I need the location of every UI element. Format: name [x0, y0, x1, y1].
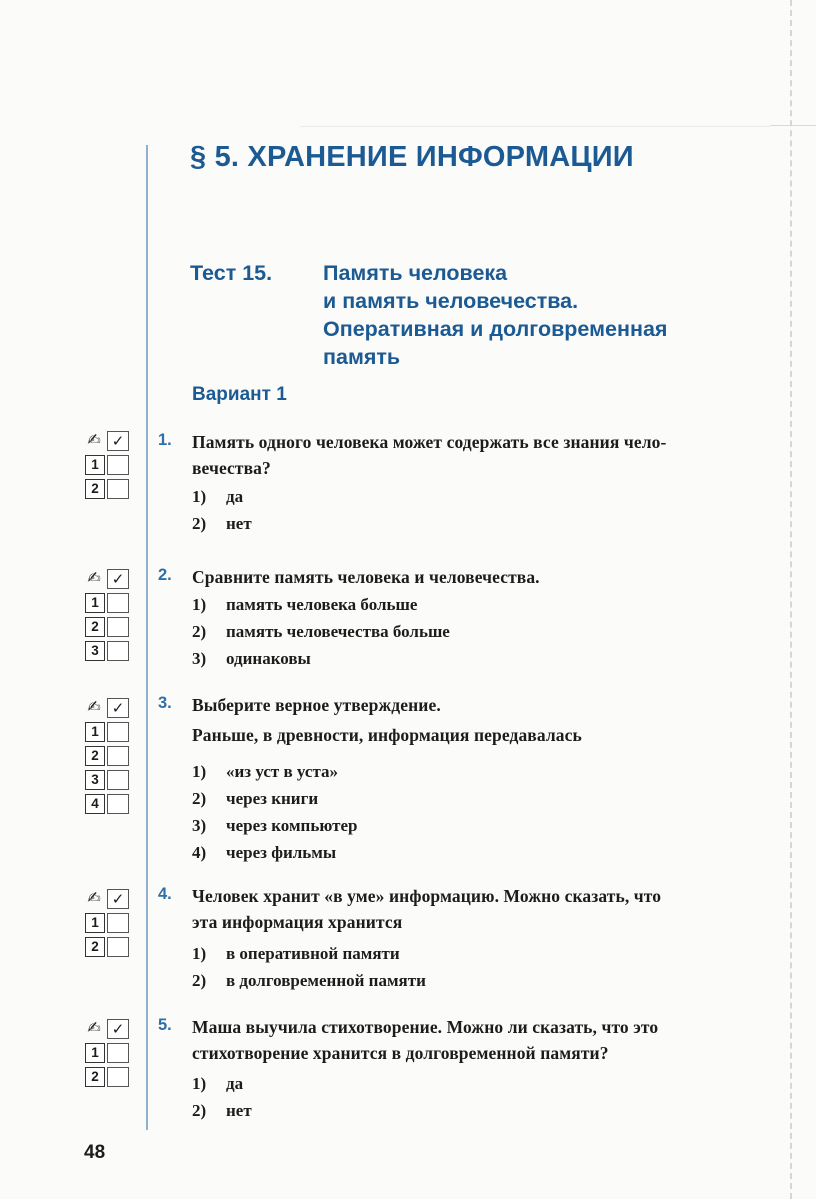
check-icon[interactable]: ✓ [107, 1019, 129, 1039]
option-number: 2) [192, 622, 207, 641]
answer-number: 1 [85, 593, 105, 613]
option[interactable] [192, 483, 752, 510]
option-number: 3) [192, 649, 207, 668]
option[interactable] [192, 1070, 752, 1097]
question-number: 3. [158, 694, 172, 712]
option-text: через фильмы [226, 843, 337, 862]
option-text: «из уст в уста» [226, 762, 339, 781]
question-line: стихотворение хранится в долговременной памяти? [192, 1043, 609, 1063]
answer-box[interactable] [107, 937, 129, 957]
options-list [192, 483, 752, 537]
question-text [192, 692, 782, 748]
answer-number: 3 [85, 770, 105, 790]
pen-icon: ✍ [87, 430, 101, 449]
option-text: через книги [226, 789, 319, 808]
answer-box[interactable] [107, 794, 129, 814]
answer-marks [83, 567, 133, 663]
option-number: 1) [192, 487, 207, 506]
question-number: 4. [158, 885, 172, 903]
option[interactable] [192, 812, 752, 839]
option-text: нет [226, 1101, 252, 1120]
answer-number: 2 [85, 479, 105, 499]
answer-box[interactable] [107, 617, 129, 637]
option-number: 1) [192, 1074, 207, 1093]
test-title-line: и память человечества. [323, 289, 579, 313]
check-icon[interactable]: ✓ [107, 431, 129, 451]
answer-number: 3 [85, 641, 105, 661]
option-text: да [226, 487, 244, 506]
answer-box[interactable] [107, 479, 129, 499]
answer-number: 2 [85, 937, 105, 957]
option-number: 4) [192, 843, 207, 862]
options-list [192, 940, 752, 994]
question-text [192, 564, 782, 590]
question-line: Раньше, в древности, информация передавалась [192, 725, 582, 745]
answer-number: 1 [85, 722, 105, 742]
option[interactable] [192, 645, 752, 672]
answer-box[interactable] [107, 913, 129, 933]
answer-number: 2 [85, 617, 105, 637]
option[interactable] [192, 591, 752, 618]
question-number: 5. [158, 1016, 172, 1034]
option[interactable] [192, 839, 752, 866]
option[interactable] [192, 618, 752, 645]
option-number: 3) [192, 816, 207, 835]
option[interactable] [192, 940, 752, 967]
option-text: одинаковы [226, 649, 311, 668]
question-line: вечества? [192, 458, 271, 478]
option[interactable] [192, 510, 752, 537]
option-number: 1) [192, 762, 207, 781]
question-number: 1. [158, 431, 172, 449]
answer-number: 2 [85, 1067, 105, 1087]
page-number: 48 [84, 1142, 106, 1163]
variant-heading: Вариант 1 [192, 384, 287, 405]
option-number: 1) [192, 595, 207, 614]
answer-marks [83, 429, 133, 501]
answer-box[interactable] [107, 770, 129, 790]
question-line: Человек хранит «в уме» информацию. Можно сказать, что [192, 886, 662, 906]
options-list [192, 758, 752, 866]
question-text [192, 883, 782, 935]
section-title: § 5. ХРАНЕНИЕ ИНФОРМАЦИИ [190, 141, 634, 173]
page-fold-edge [790, 0, 792, 1199]
question-number: 2. [158, 566, 172, 584]
option-number: 2) [192, 971, 207, 990]
answer-box[interactable] [107, 455, 129, 475]
bleed-through-rule-top [300, 126, 770, 127]
answer-box[interactable] [107, 1067, 129, 1087]
answer-box[interactable] [107, 1043, 129, 1063]
option-text: нет [226, 514, 252, 533]
question-line: Сравните память человека и человечества. [192, 567, 540, 587]
question-text [192, 1014, 782, 1066]
answer-marks [83, 887, 133, 959]
option[interactable] [192, 967, 752, 994]
answer-number: 1 [85, 455, 105, 475]
option-text: память человека больше [226, 595, 418, 614]
test-label: Тест 15. [190, 261, 273, 285]
test-title-line: Оперативная и долговременная [323, 317, 668, 341]
pen-icon: ✍ [87, 888, 101, 907]
answer-marks [83, 1017, 133, 1089]
option-text: да [226, 1074, 244, 1093]
option[interactable] [192, 758, 752, 785]
option-number: 1) [192, 944, 207, 963]
check-icon[interactable]: ✓ [107, 698, 129, 718]
question-line: Выберите верное утверждение. [192, 695, 441, 715]
question-line: эта информация хранится [192, 912, 403, 932]
pen-icon: ✍ [87, 697, 101, 716]
question-line: Память одного человека может содержать все знания чело- [192, 432, 667, 452]
test-title [323, 259, 793, 371]
test-title-line: память [323, 345, 401, 369]
option-number: 2) [192, 1101, 207, 1120]
pen-icon: ✍ [87, 1018, 101, 1037]
answer-number: 1 [85, 1043, 105, 1063]
margin-rule [146, 145, 148, 1130]
option-number: 2) [192, 514, 207, 533]
bleed-through-rule [770, 125, 816, 126]
answer-box[interactable] [107, 722, 129, 742]
option[interactable] [192, 785, 752, 812]
question-text [192, 429, 782, 481]
option-text: память человечества больше [226, 622, 450, 641]
option[interactable] [192, 1097, 752, 1124]
pen-icon: ✍ [87, 568, 101, 587]
answer-number: 1 [85, 913, 105, 933]
answer-number: 2 [85, 746, 105, 766]
option-text: в долговременной памяти [226, 971, 426, 990]
option-text: в оперативной памяти [226, 944, 400, 963]
answer-number: 4 [85, 794, 105, 814]
answer-box[interactable] [107, 593, 129, 613]
answer-marks [83, 696, 133, 816]
test-title-line: Память человека [323, 261, 508, 285]
check-icon[interactable]: ✓ [107, 569, 129, 589]
answer-box[interactable] [107, 746, 129, 766]
check-icon[interactable]: ✓ [107, 889, 129, 909]
option-number: 2) [192, 789, 207, 808]
question-line: Маша выучила стихотворение. Можно ли сказать, что это [192, 1017, 659, 1037]
options-list [192, 1070, 752, 1124]
option-text: через компьютер [226, 816, 358, 835]
answer-box[interactable] [107, 641, 129, 661]
options-list [192, 591, 752, 672]
